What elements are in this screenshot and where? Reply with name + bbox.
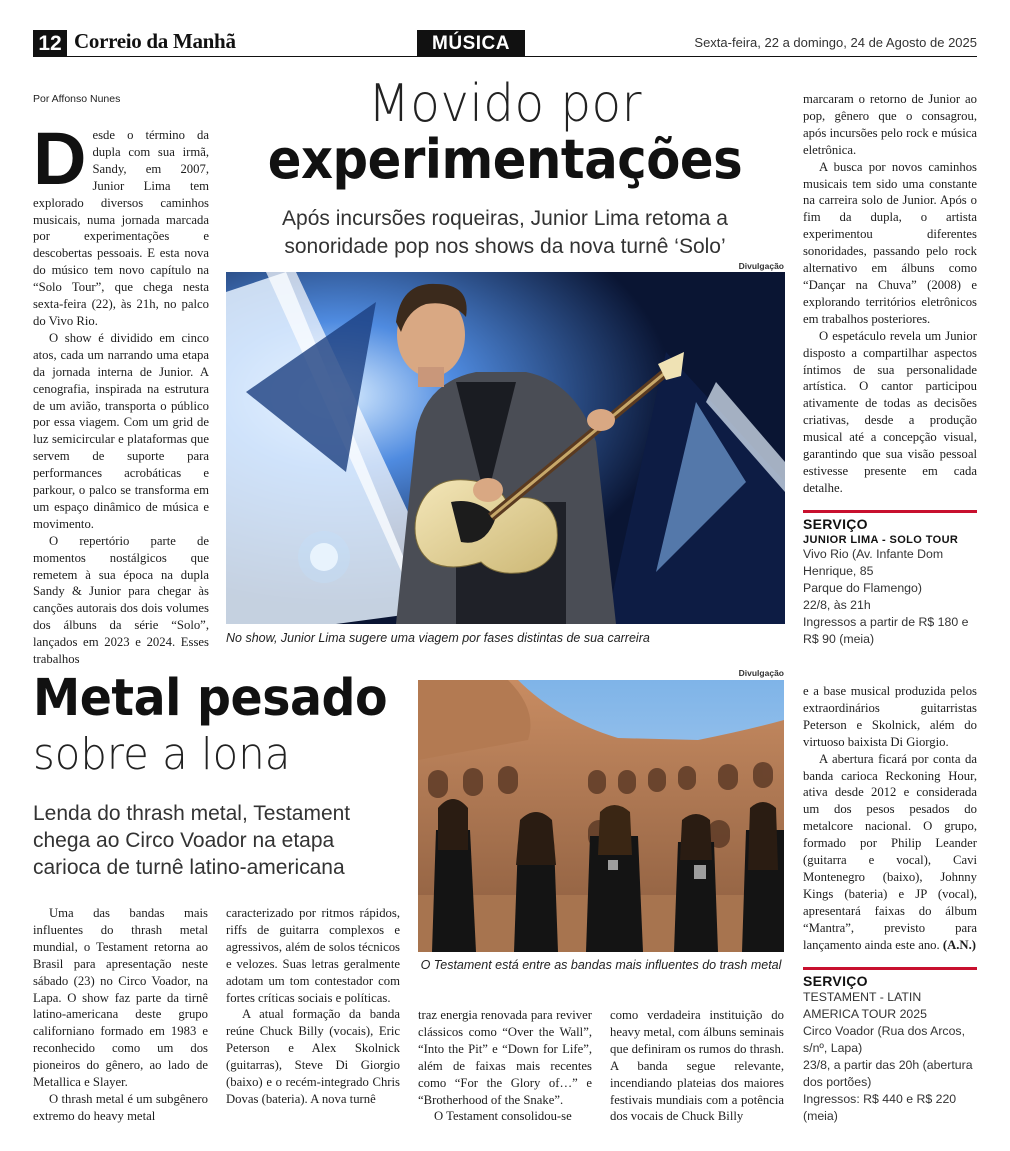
article2-column-3 bbox=[418, 1007, 592, 1125]
service-line: Ingressos a partir de R$ 180 e R$ 90 (meia) bbox=[803, 615, 969, 646]
article2-deck: Lenda do thrash metal, Testament chega ao Circo Voador na etapa carioca de turnê latino-americana bbox=[33, 802, 351, 879]
service-event: JUNIOR LIMA - SOLO TOUR bbox=[803, 534, 959, 546]
article2-paragraph: O Testament consolidou-se bbox=[434, 1109, 572, 1124]
article2-paragraph: caracterizado por ritmos rápidos, riffs de guitarra complexos e agressivos, além de solos técnicos e velozes. Suas letras geralmente adotam um tom contestador com fortes críticas sociais e políticas. bbox=[226, 906, 400, 1005]
service-line: Ingressos: R$ 440 e R$ 220 (meia) bbox=[803, 1092, 957, 1123]
service-box-2 bbox=[803, 967, 977, 1125]
publication-name: Correio da Manhã bbox=[74, 29, 236, 53]
article1-column-1 bbox=[33, 117, 209, 668]
article2-paragraph: Uma das bandas mais influentes do thrash metal mundial, o Testament retorna ao Brasil para apresentação neste sábado (23) no Circo Voador, na Lapa. O show faz parte da tirnê latino-americana deste grupo californiano formado em 1983 e reconhecido como um dos pioneiros do gênero, ao lado de Metallica e Slayer. bbox=[33, 906, 208, 1090]
service-label: SERVIÇO bbox=[803, 973, 868, 989]
article1-paragraph: O show é dividido em cinco atos, cada um narrando uma etapa da jornada interna de Junior. A cenografia, inspirada na estrutura de um avião, transporta o público por essa viagem. Com um grid de luz semicircular e plataformas que servem de suporte para performances acrobáticas e parkour, o palco se transforma em um espaço dinâmico de música e movimento. bbox=[33, 330, 209, 531]
photo2-credit: Divulgação bbox=[738, 668, 784, 678]
article1-paragraph: O espetáculo revela um Junior disposto a compartilhar aspectos íntimos de sua personalidade artística. O cantor participou ativamente de todas as decisões criativas, desde a produção musical até a concepção visual, garantindo que sua visão pessoal estivesse presente em cada detalhe. bbox=[803, 328, 977, 495]
service-line: 22/8, às 21h bbox=[803, 598, 871, 612]
service-line: Circo Voador (Rua dos Arcos, s/nº, Lapa) bbox=[803, 1024, 965, 1055]
service-line: Vivo Rio (Av. Infante Dom Henrique, 85 bbox=[803, 547, 944, 578]
concert-photo bbox=[226, 272, 785, 624]
article2-column-4 bbox=[610, 1007, 784, 1125]
photo1-caption: No show, Junior Lima sugere uma viagem por fases distintas de sua carreira bbox=[226, 631, 650, 645]
article1-deck: Após incursões roqueiras, Junior Lima retoma a sonoridade pop nos shows da nova turnê ‘Solo’ bbox=[282, 207, 728, 258]
header-rule bbox=[33, 56, 977, 57]
service-line: TESTAMENT - LATIN AMERICA TOUR 2025 bbox=[803, 990, 927, 1021]
article2-paragraph: como verdadeira instituição do heavy metal, com álbuns seminais que definiram os rumos do thrash. A banda segue relevante, incendiando plateias dos maiores festivais mundiais com a potência dos vocais de Chuck Billy bbox=[610, 1008, 784, 1124]
article2-column-5 bbox=[803, 683, 977, 954]
article2-paragraph: traz energia renovada para reviver clássicos como “Over the Wall”, “Into the Pit” e “Down for Life”, além de faixas mais recentes como “For the Glory of…” e “Brotherhood of the Snake”. bbox=[418, 1008, 592, 1107]
service-label: SERVIÇO bbox=[803, 516, 868, 532]
service-line: 23/8, a partir das 20h (abertura dos portões) bbox=[803, 1058, 973, 1089]
article2-title-light: sobre a lona bbox=[33, 729, 291, 780]
article2-paragraph: O thrash metal é um subgênero extremo do heavy metal bbox=[33, 1091, 208, 1123]
service-line: Parque do Flamengo) bbox=[803, 581, 922, 595]
photo2-caption: O Testament está entre as bandas mais influentes do trash metal bbox=[420, 958, 782, 972]
author-signoff: (A.N.) bbox=[942, 937, 976, 952]
drop-cap: D bbox=[33, 117, 87, 200]
article1-paragraph: marcaram o retorno de Junior ao pop, gênero que o consagrou, após incursões pelo rock e música eletrônica. bbox=[803, 92, 977, 157]
article2-column-1 bbox=[33, 905, 208, 1125]
article2-title-bold: Metal pesado bbox=[33, 669, 388, 728]
photo1-credit: Divulgação bbox=[738, 261, 784, 271]
byline: Por Affonso Nunes bbox=[33, 93, 121, 105]
article1-paragraph: O repertório parte de momentos nostálgicos que remetem à sua época na dupla Sandy & Junior para chegar às canções autorais dos dois volumes dos álbuns da série “Solo”, lançados em 2023 e 2024. Esses trabalhos bbox=[33, 533, 209, 667]
article1-title-light: Movido por bbox=[368, 74, 642, 134]
article1-paragraph: Desde o término da dupla com sua irmã, Sandy, em 2007, Junior Lima tem explorado diversos caminhos musicais, numa jornada marcada por experimentações e descobertas pessoais. E esta nova do músico tem novo capítulo na “Solo Tour”, que chega nesta sexta-feira (22), às 21h, no palco do Vivo Rio. bbox=[33, 117, 209, 328]
article2-paragraph: e a base musical produzida pelos extraordinários guitarristas Peterson e Skolnick, além do virtuoso baixista Di Giorgio. bbox=[803, 684, 977, 749]
service-rule bbox=[803, 510, 977, 513]
band-photo bbox=[418, 680, 784, 952]
article2-paragraph: A atual formação da banda reúne Chuck Billy (vocais), Eric Peterson e Alex Skolnick (guitarras), Steve Di Giorgio (baixo) e o recém-integrado Chris Dovas (bateria). A nova turnê bbox=[226, 1007, 400, 1106]
service-box-1 bbox=[803, 510, 977, 648]
section-label: MÚSICA bbox=[417, 30, 525, 57]
issue-date: Sexta-feira, 22 a domingo, 24 de Agosto de 2025 bbox=[694, 35, 977, 50]
article2-paragraph: A abertura ficará por conta da banda carioca Reckoning Hour, ativa desde 2012 e considerada um dos pesos pesados do metalcore nacional. O grupo, formado por Philip Leander (guitarra e vocal), Cavi Montenegro (baixo), Johnny Kings (bateria) e JP (vocal), apresentará faixas do álbum “Mantra”, previsto para lançamento ainda este ano. (A.N.) bbox=[803, 751, 977, 952]
article1-paragraph: A busca por novos caminhos musicais tem sido uma constante na carreira solo de Junior. Após o fim da dupla, o artista experimentou diferentes sonoridades, passando pelo rock alternativo em álbuns como “Dançar na Chuva” (2008) e explorando territórios eletrônicos em trabalhos posteriores. bbox=[803, 159, 977, 326]
page-number: 12 bbox=[33, 30, 67, 57]
service-rule bbox=[803, 967, 977, 970]
article2-column-2 bbox=[226, 905, 400, 1108]
article1-column-3 bbox=[803, 91, 977, 497]
article1-title-bold: experimentações bbox=[267, 128, 743, 191]
